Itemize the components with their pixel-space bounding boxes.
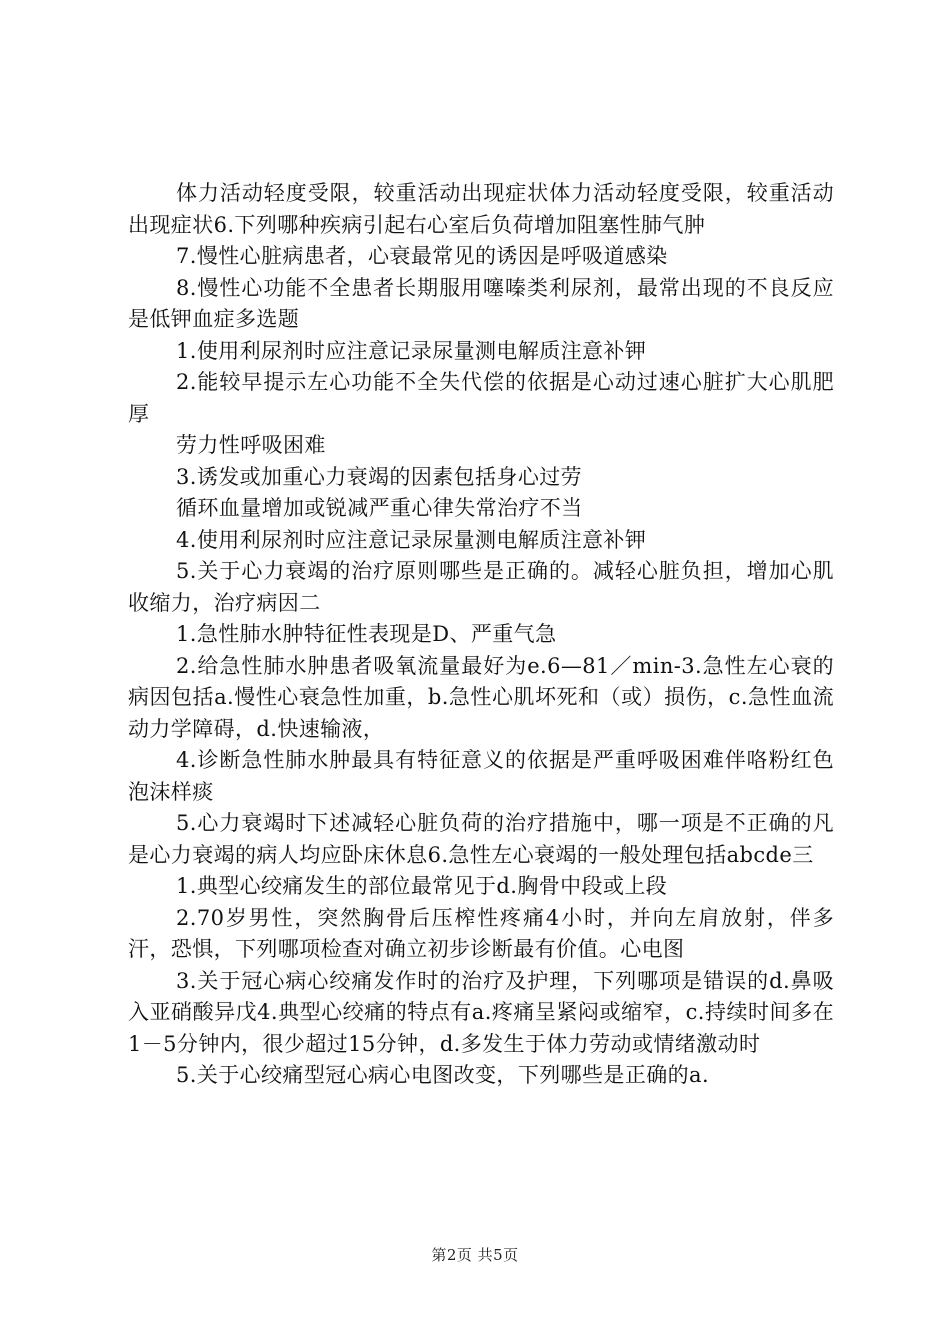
page-number-footer: 第2页 共5页: [431, 1246, 519, 1264]
paragraph: 4.使用利尿剂时应注意记录尿量测电解质注意补钾: [176, 527, 647, 552]
paragraph: 体力活动轻度受限，较重活动出现症状体力活动轻度受限，较重活动出现症状6.下列哪种疾病引起右心室后负荷增加阻塞性肺气肿: [128, 181, 834, 237]
paragraph: 4.诊断急性肺水肿最具有特征意义的依据是严重呼吸困难伴咯粉红色泡沫样痰: [128, 748, 834, 804]
paragraph: 3.诱发或加重心力衰竭的因素包括身心过劳: [176, 464, 583, 489]
paragraph: 5.关于心绞痛型冠心病心电图改变，下列哪些是正确的a.: [176, 1063, 710, 1087]
paragraph: 1.典型心绞痛发生的部位最常见于d.胸骨中段或上段: [176, 874, 668, 898]
paragraph: 2.70岁男性，突然胸骨后压榨性疼痛4小时，并向左肩放射，伴多汗，恐惧，下列哪项检查对确立初步诊断最有价值。心电图: [128, 905, 834, 961]
paragraph: 1.使用利尿剂时应注意记录尿量测电解质注意补钾: [176, 338, 647, 363]
paragraph: 2.给急性肺水肿患者吸氧流量最好为e.6—81／min-3.急性左心衰的病因包括a.慢性心衰急性加重，b.急性心肌坏死和（或）损伤，c.急性血流动力学障碍，d.快速输液，: [128, 653, 834, 741]
paragraph: 2.能较早提示左心功能不全失代偿的依据是心动过速心脏扩大心肌肥厚: [128, 370, 834, 426]
paragraph: 5.关于心力衰竭的治疗原则哪些是正确的。减轻心脏负担，增加心肌收缩力，治疗病因二: [128, 559, 834, 615]
paragraph: 7.慢性心脏病患者，心衰最常见的诱因是呼吸道感染: [176, 244, 668, 268]
paragraph: 3.关于冠心病心绞痛发作时的治疗及护理，下列哪项是错误的d.鼻吸入亚硝酸异戊4.典型心绞痛的特点有a.疼痛呈紧闷或缩窄，c.持续时间多在1－5分钟内，很少超过15分钟，d.多发生于体力劳动或情绪激动时: [128, 968, 834, 1056]
paragraph: 5.心力衰竭时下述减轻心脏负荷的治疗措施中，哪一项是不正确的凡是心力衰竭的病人均应卧床休息6.急性左心衰竭的一般处理包括abcde三: [128, 811, 834, 867]
paragraph: 循环血量增加或锐减严重心律失常治疗不当: [176, 496, 583, 520]
document-body: [128, 178, 834, 1092]
paragraph: 劳力性呼吸困难: [176, 433, 326, 457]
paragraph: 1.急性肺水肿特征性表现是D、严重气急: [176, 622, 557, 646]
paragraph: 8.慢性心功能不全患者长期服用噻嗪类利尿剂，最常出现的不良反应是低钾血症多选题: [128, 275, 834, 331]
